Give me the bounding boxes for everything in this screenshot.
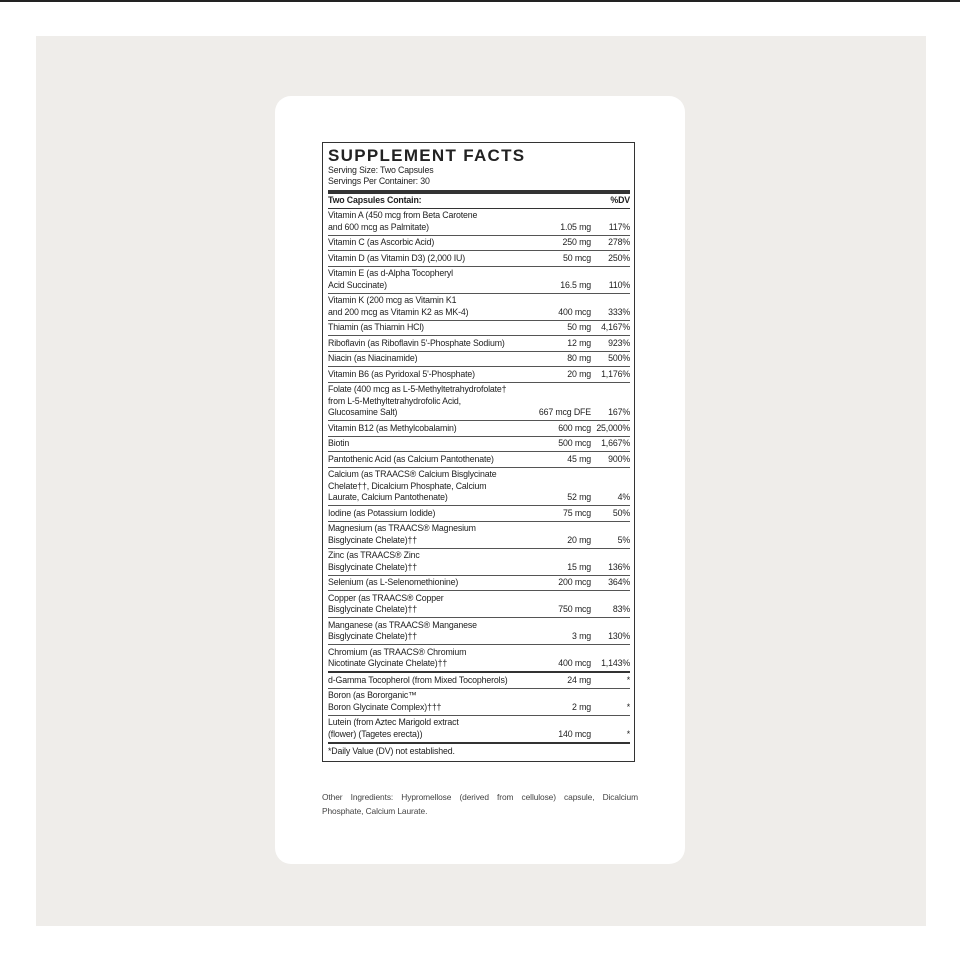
nutrient-name: Iodine (as Potassium Iodide) — [328, 507, 436, 518]
nutrient-row — [328, 294, 630, 321]
nutrient-name: Thiamin (as Thiamin HCl) — [328, 322, 424, 332]
other-ingredients: Other Ingredients: Hypromellose (derived from cellulose) capsule, Dicalcium Phosphate, Calcium Laurate. — [322, 792, 638, 816]
nutrient-amount: 24 mg — [567, 674, 591, 685]
nutrient-amount: 400 mcg — [558, 306, 591, 317]
nutrient-daily-value: 1,143% — [601, 658, 630, 668]
nutrient-amount: 20 mg — [567, 534, 591, 545]
nutrient-daily-value: * — [626, 701, 630, 712]
nutrient-name: Manganese (as TRAACS® Manganese Bisglycinate Chelate)†† — [328, 619, 477, 641]
nutrient-row — [328, 383, 630, 422]
nutrient-row — [328, 618, 630, 645]
nutrient-name: Calcium (as TRAACS® Calcium Bisglycinate Chelate††, Dicalcium Phosphate, Calcium Laurate, Calcium Pantothenate) — [328, 469, 497, 502]
nutrient-name: Niacin (as Niacinamide) — [328, 353, 418, 363]
nutrient-daily-value: 900% — [608, 453, 630, 464]
nutrient-amount: 3 mg — [572, 631, 591, 641]
nutrient-daily-value: 50% — [612, 507, 630, 518]
nutrient-name: Zinc (as TRAACS® Zinc Bisglycinate Chelate)†† — [328, 550, 420, 572]
nutrient-daily-value: 923% — [608, 337, 630, 348]
nutrient-amount: 80 mg — [567, 353, 591, 363]
nutrient-row — [328, 437, 630, 453]
nutrient-amount: 750 mcg — [558, 604, 591, 614]
nutrient-name: Biotin — [328, 438, 350, 448]
nutrient-daily-value: 130% — [608, 631, 630, 641]
nutrient-amount: 667 mcg DFE — [538, 407, 591, 417]
nutrient-amount: 52 mg — [567, 492, 591, 502]
servings-per-container: Servings Per Container: 30 — [328, 176, 430, 186]
nutrient-amount: 20 mg — [567, 368, 591, 379]
nutrient-amount: 50 mcg — [563, 252, 591, 263]
nutrient-name: Magnesium (as TRAACS® Magnesium Bisglycinate Chelate)†† — [328, 523, 476, 545]
nutrient-amount: 250 mg — [562, 237, 591, 247]
nutrient-amount: 200 mcg — [558, 577, 591, 587]
nutrient-row — [328, 591, 630, 618]
nutrient-amount: 400 mcg — [558, 658, 591, 668]
nutrient-row — [328, 251, 630, 267]
nutrient-daily-value: 278% — [608, 237, 630, 247]
serving-size: Serving Size: Two Capsules — [328, 165, 434, 175]
nutrient-daily-value: 1,667% — [601, 438, 630, 448]
nutrient-name: Vitamin B12 (as Methylcobalamin) — [328, 422, 457, 433]
nutrient-row — [328, 421, 630, 437]
nutrient-row — [328, 673, 630, 689]
nutrient-daily-value: 4% — [617, 492, 630, 502]
nutrient-name: Vitamin A (450 mcg from Beta Carotene and 600 mcg as Palmitate) — [328, 210, 478, 232]
nutrient-amount: 600 mcg — [558, 422, 591, 433]
nutrient-daily-value: 110% — [608, 279, 630, 290]
nutrient-row — [328, 468, 630, 507]
supplement-facts-panel — [322, 142, 635, 762]
panel-title: SUPPLEMENT FACTS — [328, 146, 526, 165]
nutrient-name: Vitamin C (as Ascorbic Acid) — [328, 237, 435, 247]
nutrient-row — [328, 367, 630, 383]
nutrient-row — [328, 236, 630, 252]
nutrient-name: Lutein (from Aztec Marigold extract (flower) (Tagetes erecta)) — [328, 717, 459, 739]
nutrient-row — [328, 452, 630, 468]
nutrient-amount: 12 mg — [567, 337, 591, 348]
nutrient-daily-value: 1,176% — [601, 368, 630, 379]
top-border-line — [0, 0, 960, 2]
nutrient-amount: 1.05 mg — [560, 221, 591, 232]
nutrient-rows — [328, 209, 630, 744]
nutrient-row — [328, 336, 630, 352]
nutrient-name: Vitamin K (200 mcg as Vitamin K1 and 200 mcg as Vitamin K2 as MK-4) — [328, 295, 469, 317]
nutrient-amount: 140 mcg — [558, 728, 591, 739]
nutrient-daily-value: 117% — [608, 221, 630, 232]
nutrient-name: Copper (as TRAACS® Copper Bisglycinate Chelate)†† — [328, 592, 444, 614]
nutrient-row — [328, 716, 630, 744]
nutrient-row — [328, 576, 630, 592]
nutrient-daily-value: 5% — [617, 534, 630, 545]
nutrient-row — [328, 267, 630, 294]
nutrient-row — [328, 209, 630, 236]
nutrient-daily-value: 250% — [608, 252, 630, 263]
nutrient-name: Boron (as Bororganic™ Boron Glycinate Complex)††† — [328, 690, 442, 712]
nutrient-row — [328, 549, 630, 576]
nutrient-daily-value: 4,167% — [601, 322, 630, 332]
nutrient-name: Pantothenic Acid (as Calcium Pantothenate) — [328, 453, 494, 464]
nutrient-name: d-Gamma Tocopherol (from Mixed Tocopherols) — [328, 674, 508, 685]
nutrient-amount: 50 mg — [567, 322, 591, 332]
header-dv-label: %DV — [610, 195, 630, 205]
nutrient-name: Vitamin E (as d-Alpha Tocopheryl Acid Succinate) — [328, 268, 453, 290]
nutrient-daily-value: * — [626, 674, 630, 685]
nutrient-amount: 45 mg — [567, 453, 591, 464]
footnote: *Daily Value (DV) not established. — [328, 745, 455, 756]
nutrient-row — [328, 645, 630, 673]
nutrient-amount: 500 mcg — [558, 438, 591, 448]
nutrient-name: Riboflavin (as Riboflavin 5'-Phosphate Sodium) — [328, 337, 505, 348]
header-amount-label: Two Capsules Contain: — [328, 195, 422, 205]
nutrient-daily-value: * — [626, 728, 630, 739]
nutrient-daily-value: 136% — [608, 561, 630, 572]
nutrient-amount: 16.5 mg — [560, 279, 591, 290]
nutrient-daily-value: 167% — [608, 407, 630, 417]
label-card — [275, 96, 685, 864]
nutrient-daily-value: 500% — [608, 353, 630, 363]
nutrient-amount: 2 mg — [572, 701, 591, 712]
nutrient-name: Chromium (as TRAACS® Chromium Nicotinate Glycinate Chelate)†† — [328, 646, 467, 668]
nutrient-daily-value: 25,000% — [596, 422, 630, 433]
nutrient-name: Vitamin D (as Vitamin D3) (2,000 IU) — [328, 252, 466, 263]
nutrient-row — [328, 352, 630, 368]
nutrient-row — [328, 321, 630, 337]
nutrient-amount: 75 mcg — [563, 507, 591, 518]
nutrient-row — [328, 522, 630, 549]
nutrient-amount: 15 mg — [567, 561, 591, 572]
nutrient-daily-value: 364% — [608, 577, 630, 587]
table-header — [328, 190, 630, 209]
nutrient-name: Folate (400 mcg as L-5-Methyltetrahydrofolate† from L-5-Methyltetrahydrofolic Acid, Glucosamine Salt) — [328, 384, 507, 417]
nutrient-name: Selenium (as L-Selenomethionine) — [328, 577, 459, 587]
nutrient-daily-value: 333% — [608, 306, 630, 317]
nutrient-row — [328, 689, 630, 716]
nutrient-daily-value: 83% — [612, 604, 630, 614]
nutrient-row — [328, 506, 630, 522]
nutrient-name: Vitamin B6 (as Pyridoxal 5'-Phosphate) — [328, 368, 475, 379]
